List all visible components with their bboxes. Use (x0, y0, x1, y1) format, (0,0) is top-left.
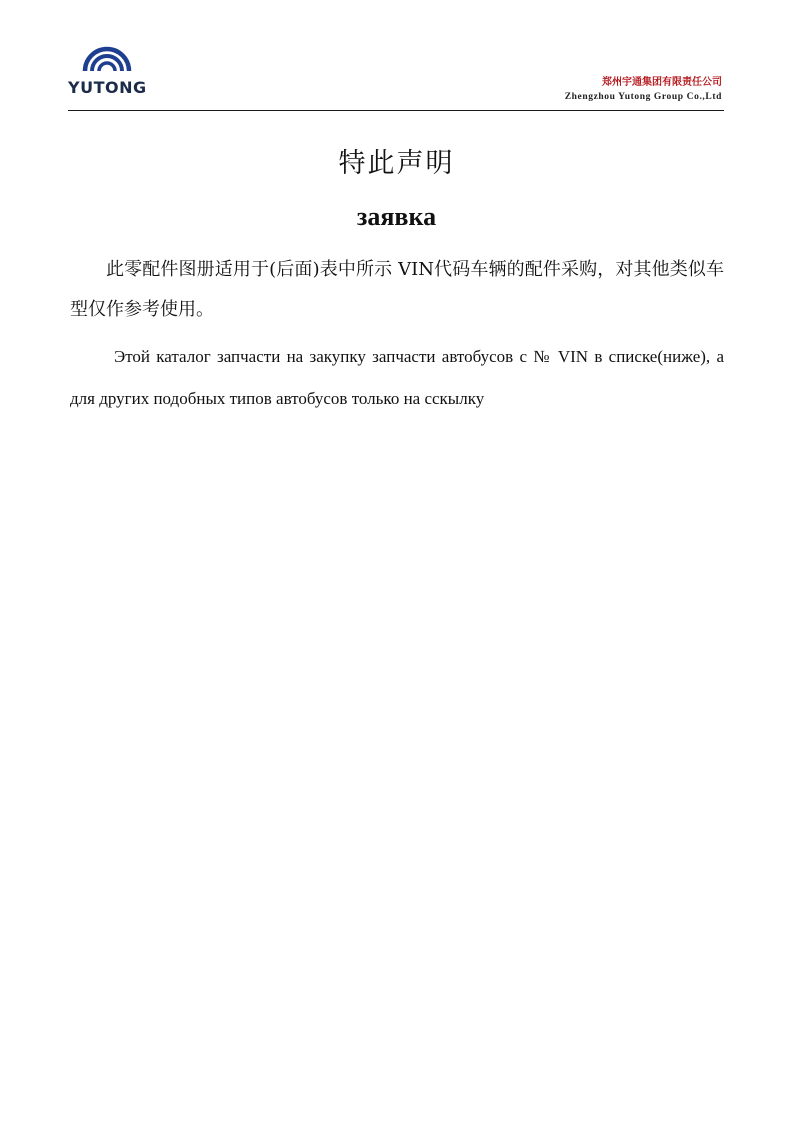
yutong-arc-logo-icon (82, 44, 132, 72)
page-header (68, 40, 724, 111)
yutong-logo (68, 44, 148, 98)
logo-wordmark: YUTONG (68, 78, 147, 97)
declaration-text-chinese: 此零配件图册适用于(后面)表中所示 VIN代码车辆的配件采购，对其他类似车型仅作参考使用。 (70, 259, 724, 320)
company-name-chinese: 郑州宇通集团有限责任公司 (602, 77, 722, 88)
declaration-text-russian: Этой каталог запчасти на закупку запчасти автобусов с № VIN в списке(ниже), а для других подобных типов автобусов только на сскылку (70, 347, 724, 408)
company-name-english: Zhengzhou Yutong Group Co.,Ltd (564, 92, 722, 102)
declaration-title-russian: заявка (356, 202, 437, 231)
declaration-title-chinese: 特此声明 (338, 148, 455, 179)
company-name-block (565, 76, 722, 104)
